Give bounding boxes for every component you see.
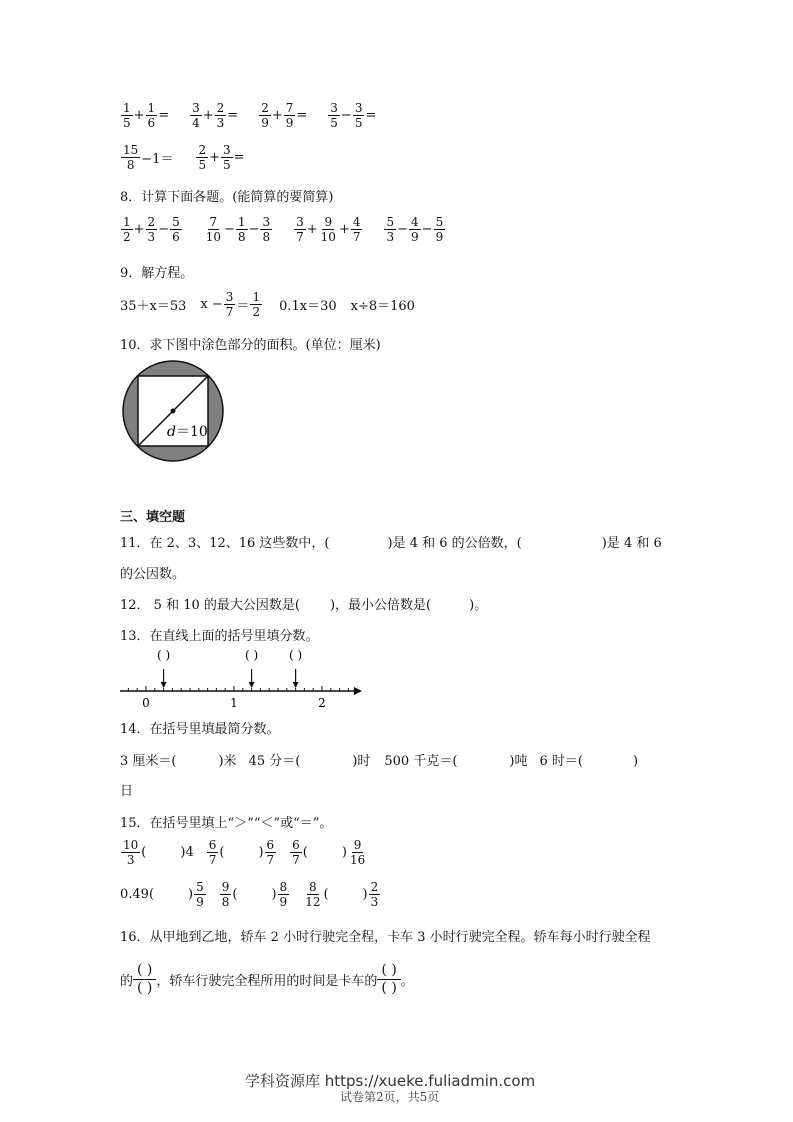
operator: − [248,222,260,237]
equation-2-prefix: x − [200,297,223,312]
q15-row1 [120,838,368,867]
fraction: $\frac{8}{9}$ [279,880,288,909]
q11-line1 [120,532,662,551]
fraction: $\frac{6}{7}$ [292,838,300,867]
section-title: 三、填空题 [120,510,186,525]
q14-text-a: 3 厘米＝( [120,754,177,769]
equals: = [158,108,170,123]
operator: + [306,222,318,237]
equals: = [296,108,308,123]
equation-3: 0.1x＝30 [279,299,337,314]
answer-blank: ( ) [289,648,303,662]
fraction: $\frac{3}{7}$ [225,290,234,319]
fraction: $\frac{1}{2}$ [123,215,131,244]
equals: = [233,150,245,165]
answer-blank: ( ) [245,648,259,662]
q11-text-a: 11．在 2、3、12、16 这些数中，( [120,536,330,551]
q12-text-a: 12． 5 和 10 的最大公因数是( [120,598,300,613]
fraction: $\frac{6}{7}$ [266,838,275,867]
operator: + [133,222,145,237]
operator: − [224,222,235,237]
operator: − [421,222,433,237]
equals: ＝ [236,299,250,314]
fraction: $\frac{3}{5}$ [223,143,231,172]
value: 0.49 [120,887,149,902]
fraction: $\frac{1}{6}$ [147,101,156,130]
q13-title: 13．在直线上面的括号里填分数。 [120,629,319,644]
q14-text-f: )吨 [509,754,528,769]
compare-blank: ) [362,887,368,902]
fraction: $\frac{9}{16}$ [349,838,366,867]
pointer-arrowhead [249,682,255,688]
compare-blank: ( [141,845,147,860]
fraction: $\frac{2}{3}$ [147,215,156,244]
fraction: $\frac{1}{2}$ [252,290,261,319]
q15-title: 15．在括号里填上“＞”“＜”或“＝”。 [120,816,333,831]
q14-text-g: 6 时＝( [539,754,583,769]
equation-1: 35＋x＝53 [120,299,187,314]
value: 4 [185,845,194,860]
fraction: $\frac{15}{8}$ [123,143,139,172]
equation-4: x÷8＝160 [350,299,415,314]
expr-tail: −1＝ [141,152,174,167]
watermark: 学科资源库 https://xueke.fuliadmin.com [245,1072,536,1090]
compare-blank: ( [232,887,238,902]
q14-line2: 日 [120,784,134,799]
fraction: $\frac{5}{3}$ [386,215,395,244]
fraction: $\frac{3}{4}$ [192,101,200,130]
fraction: $\frac{5}{9}$ [435,215,444,244]
q9-title: 9．解方程。 [120,266,194,281]
center-dot [171,409,176,414]
fraction: $\frac{1}{8}$ [237,215,246,244]
operator: + [202,108,214,123]
q7-row2 [120,143,245,172]
fraction: $\frac{8}{12}$ [305,880,321,909]
fraction: $\frac{4}{7}$ [352,215,361,244]
operator: − [397,222,409,237]
q16-text-a: 的 [120,974,134,989]
fraction: $\frac{3}{5}$ [354,101,363,130]
equals: = [365,108,377,123]
compare-blank: ( [219,845,225,860]
q12 [120,594,487,613]
blank-fraction: $\frac{( )}{( )}$ [377,962,400,997]
fraction: $\frac{7}{9}$ [285,101,294,130]
q11-text-c: )是 4 和 6 [601,536,662,551]
tick-label: 0 [142,696,150,710]
operator: + [271,108,283,123]
q9-equations [120,290,415,319]
operator: − [158,222,170,237]
fraction: $\frac{5}{6}$ [172,215,180,244]
q8-exprs [120,215,446,244]
fraction: $\frac{1}{5}$ [123,101,131,130]
q14-line1 [120,750,638,769]
q14-text-h: ) [632,754,639,769]
compare-blank: ) [271,887,277,902]
equals: = [227,108,239,123]
fraction: $\frac{10}{3}$ [123,838,139,867]
axis-arrowhead [354,687,362,695]
fraction: $\frac{3}{8}$ [262,215,271,244]
fraction: $\frac{3}{7}$ [296,215,304,244]
diameter-label-d: d [167,424,176,440]
compare-blank: ( [148,887,155,902]
operator: + [209,150,220,165]
q14-text-e: 500 千克＝( [384,754,458,769]
diameter-label-value: ＝10 [176,424,208,440]
q14-text-c: 45 分＝( [248,754,301,769]
q15-row2 [120,880,381,909]
q11-text-b: )是 4 和 6 的公倍数，( [387,536,522,551]
operator: + [338,222,350,237]
page-number: 试卷第2页，共5页 [340,1090,440,1104]
pointer-arrowhead [161,682,167,688]
compare-blank: ( [302,845,308,860]
compare-blank: ) [180,845,186,860]
answer-blank: ( ) [157,648,171,662]
q16-line1: 16．从甲地到乙地，轿车 2 小时行驶完全程，卡车 3 小时行驶完全程。轿车每小时行驶全程 [120,930,651,945]
q12-text-b: )，最小公倍数是( [329,598,432,613]
q10-title: 10．求下图中涂色部分的面积。(单位：厘米) [120,338,381,353]
compare-blank: ( [323,887,329,902]
fraction: $\frac{2}{5}$ [198,143,207,172]
q14-title: 14．在括号里填最简分数。 [120,722,280,737]
q16-text-b: ，轿车行驶完全程所用的时间是卡车的 [156,974,378,989]
q16-text-c: 。 [400,974,414,989]
fraction: $\frac{2}{3}$ [216,101,225,130]
compare-blank: ) [258,845,264,860]
fraction: $\frac{3}{5}$ [330,101,338,130]
fraction: $\frac{2}{9}$ [261,101,269,130]
q12-text-c: )。 [469,598,488,613]
compare-blank: ) [188,887,194,902]
q14-text-b: )米 [218,754,237,769]
fraction: $\frac{5}{9}$ [196,880,204,909]
fraction: $\frac{9}{10}$ [320,215,336,244]
fraction: $\frac{9}{8}$ [221,880,230,909]
operator: − [340,108,352,123]
q8-title: 8．计算下面各题。(能简算的要简算) [120,190,334,205]
fraction: $\frac{4}{9}$ [411,215,419,244]
compare-blank: ) [341,845,347,860]
blank-fraction: $\frac{( )}{( )}$ [133,962,156,997]
fraction: $\frac{7}{10}$ [205,215,222,244]
fraction: $\frac{6}{7}$ [208,838,217,867]
pointer-arrowhead [293,682,299,688]
q14-text-d: )时 [352,754,371,769]
fraction: $\frac{2}{3}$ [370,880,379,909]
operator: + [133,108,145,123]
q11-line2: 的公因数。 [120,567,186,582]
circle-square-diagram [120,358,226,464]
tick-label: 1 [230,696,238,710]
tick-label: 2 [318,696,326,710]
number-line [118,645,368,713]
q7-row1 [120,101,376,130]
q16-line2 [120,962,414,997]
